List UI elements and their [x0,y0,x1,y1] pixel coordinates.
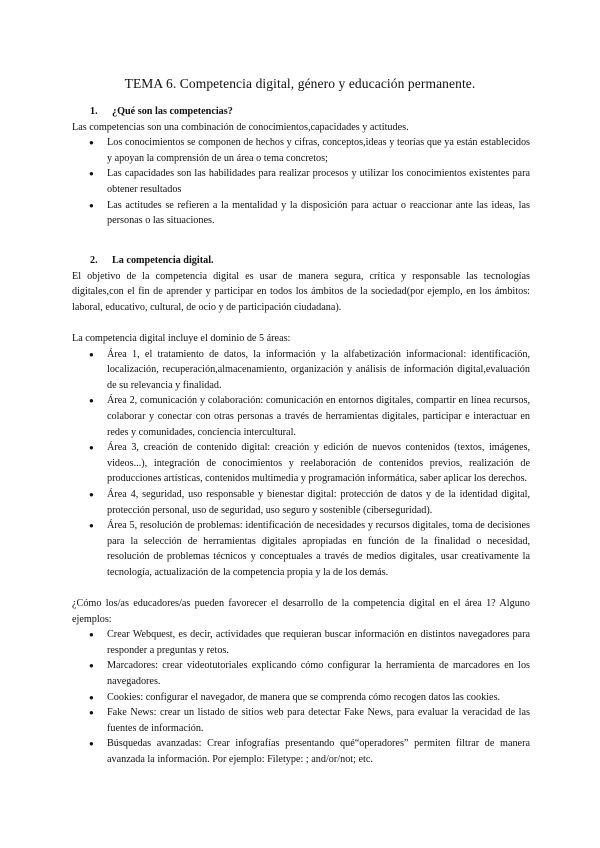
section-1 [72,104,530,229]
section-1-heading [72,104,530,120]
list-item: ● Crear Webquest, es decir, actividades que requieran buscar información en distintos navegadores para responder a preguntas y retos. [72,627,530,658]
document-title: TEMA 6. Competencia digital, género y educación permanente. [124,76,476,91]
list-item: ● Búsquedas avanzadas: Crear infografías presentando qué“operadores” permiten filtrar de manera avanzada la información. Por ejemplo: Filetype: ; and/or/not; etc. [72,736,530,767]
examples-list [72,627,530,767]
list-item: ● Los conocimientos se componen de hechos y cifras, conceptos,ideas y teorías que ya están establecidos y apoyan la comprensión de un área o tema concretos; [72,135,530,166]
list-item: ● Área 3, creación de contenido digital: creación y edición de nuevos contenidos (textos, imágenes, videos...), integración de conocimientos y reelaboración de contenidos previos, realización de producciones artísticas, contenidos multimedia y programación informática, saber aplicar los derechos. [72,440,530,487]
list-item: ● Área 2, comunicación y colaboración: comunicación en entornos digitales, compartir en línea recursos, colaborar y conectar con otras personas a través de herramientas digitales, participar e interactuar en redes y comunidades, conciencia intercultural. [72,393,530,440]
list-item: ● Las capacidades son las habilidades para realizar procesos y utilizar los conocimientos existentes para obtener resultados [72,166,530,197]
list-item: ● Cookies: configurar el navegador, de manera que se comprenda cómo recogen datos las cookies. [72,690,530,706]
section-1-intro: Las competencias son una combinación de conocimientos,capacidades y actitudes. [72,121,409,133]
list-item: ● Área 4, seguridad, uso responsable y bienestar digital: protección de datos y de la identidad digital, protección personal, uso de seguridad, uso seguro y sostenible (ciberseguridad). [72,487,530,518]
list-item: ● Área 5, resolución de problemas: identificación de necesidades y recursos digitales, toma de decisiones para la selección de herramientas digitales apropiadas en función de la finalidad o necesidad, resolución de problemas técnicos y conceptuales a través de medios digitales, usar creativamente la tecnología, actualización de la competencia propia y la de los demás. [72,518,530,580]
list-item: ● Fake News: crear un listado de sitios web para detectar Fake News, para evaluar la veracidad de las fuentes de información. [72,705,530,736]
section-2-heading [72,253,530,269]
section-2-title: La competencia digital. [112,255,214,266]
list-item: ● Marcadores: crear videotutoriales explicando cómo configurar la herramienta de marcadores en los navegadores. [72,658,530,689]
section-2-intro: El objetivo de la competencia digital es usar de manera segura, crítica y responsable las tecnologías digitales,con el fin de aprender y participar en todos los ámbitos de la sociedad(por ejemplo, en los ámbitos: laboral, educativo, cultural, de ocio y de participación ciudadana). [72,270,530,313]
list-item: ● Área 1, el tratamiento de datos, la información y la alfabetización informacional: identificación, localización, recuperación,almacenamiento, organización y análisis de información digital,evaluación de su relevancia y finalidad. [72,347,530,394]
section-2 [72,253,530,768]
areas-intro: La competencia digital incluye el dominio de 5 áreas: [72,332,291,344]
examples-question: ¿Cómo los/as educadores/as pueden favorecer el desarrollo de la competencia digital en el área 1? Alguno ejemplos: [72,598,530,625]
section-2-number: 2. [90,255,98,266]
list-item: ● Las actitudes se refieren a la mentalidad y la disposición para actuar o reaccionar ante las ideas, las personas o las situaciones. [72,198,530,229]
section-1-title: ¿Qué son las competencias? [112,106,233,117]
section-1-number: 1. [90,106,98,117]
section-1-list [72,135,530,229]
areas-list [72,347,530,581]
